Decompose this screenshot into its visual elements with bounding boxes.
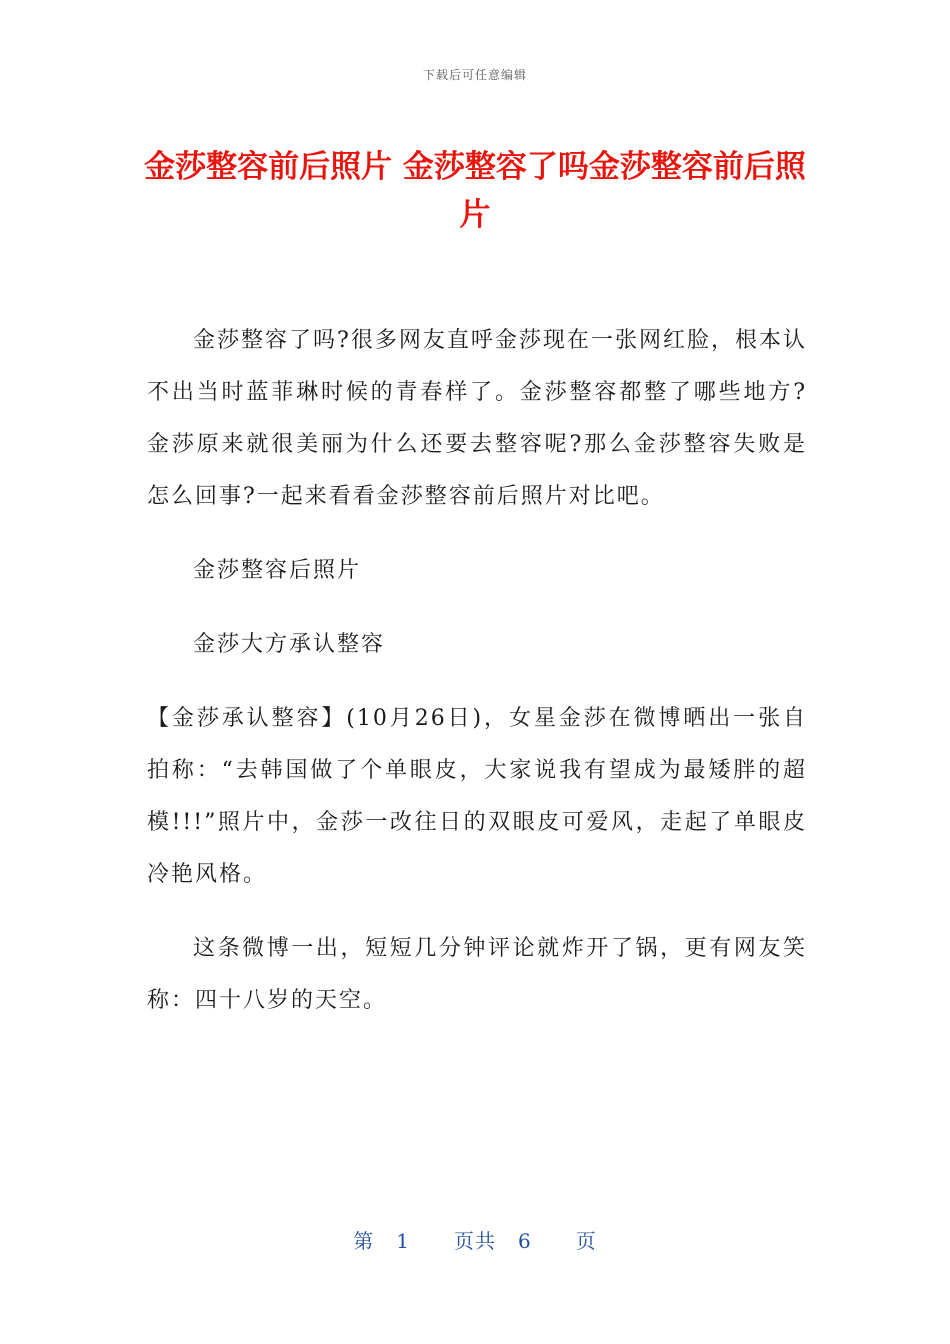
document-title: 金莎整容前后照片 金莎整容了吗金莎整容前后照片 <box>144 149 806 233</box>
paragraph-subheading-photos: 金莎整容后照片 <box>193 558 362 583</box>
header-note: 下载后可任意编辑 <box>422 68 527 82</box>
document-body <box>147 315 807 1049</box>
footer-total-pages: 6 <box>518 1229 532 1253</box>
paragraph-subheading-admits: 金莎大方承认整容 <box>193 632 386 657</box>
paragraph-weibo-post: 【金莎承认整容】(10月26日)，女星金莎在微博晒出一张自拍称：“去韩国做了个单眼皮，大家说我有望成为最矮胖的超模!!!”照片中，金莎一改往日的双眼皮可爱风，走起了单眼皮冷艳风格。 <box>147 706 807 887</box>
page-footer <box>0 1225 950 1254</box>
footer-prefix: 第 <box>353 1229 375 1253</box>
footer-suffix: 页 <box>575 1229 597 1253</box>
footer-current-page: 1 <box>396 1229 410 1253</box>
paragraph-intro: 金莎整容了吗?很多网友直呼金莎现在一张网红脸，根本认不出当时蓝菲琳时候的青春样了。金莎整容都整了哪些地方?金莎原来就很美丽为什么还要去整容呢?那么金莎整容失败是怎么回事?一起来看看金莎整容前后照片对比吧。 <box>147 328 807 509</box>
footer-middle: 页共 <box>454 1229 496 1253</box>
paragraph-comments: 这条微博一出，短短几分钟评论就炸开了锅，更有网友笑称：四十八岁的天空。 <box>147 936 807 1013</box>
